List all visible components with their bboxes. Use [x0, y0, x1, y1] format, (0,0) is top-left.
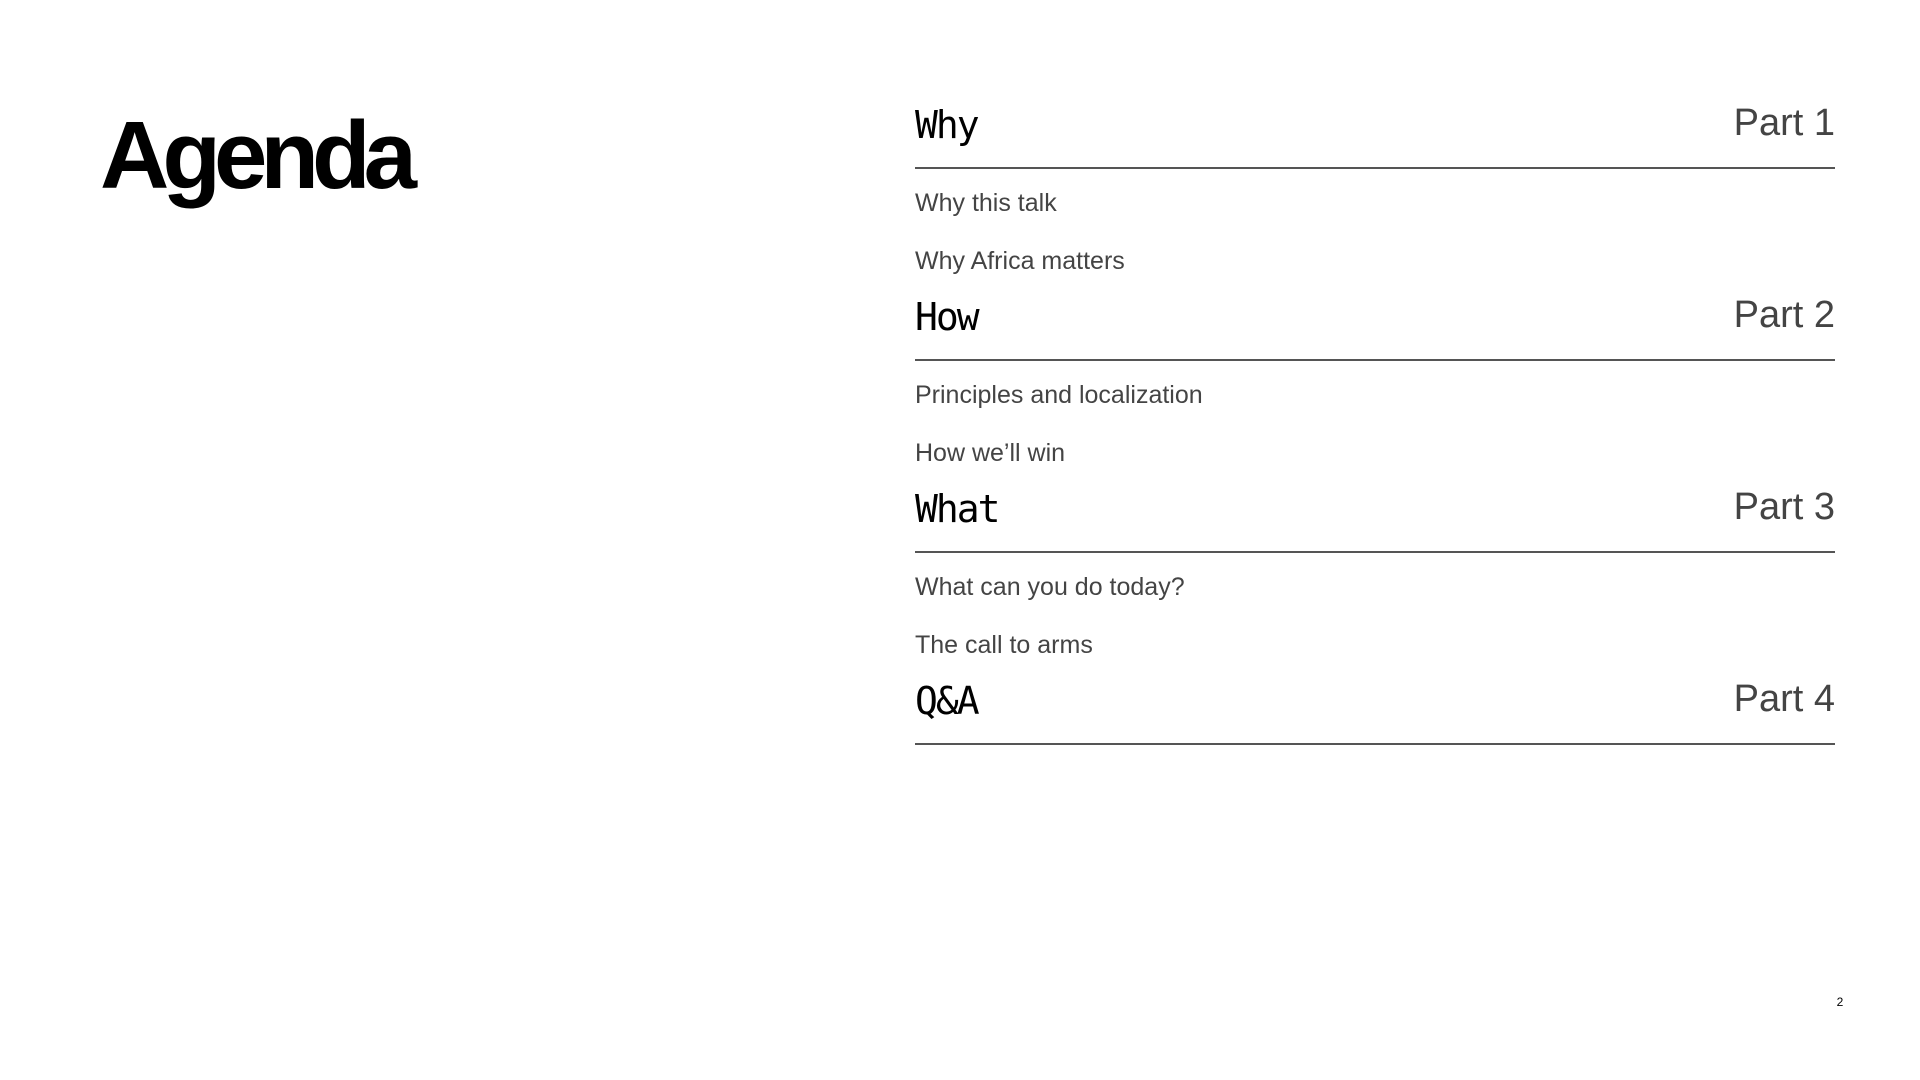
agenda-list: [915, 94, 1835, 745]
section-header: [915, 670, 1835, 745]
section-items: [915, 169, 1835, 286]
section-part-label: Part 2: [1733, 294, 1835, 336]
section-part-label: Part 3: [1733, 486, 1835, 528]
agenda-item: The call to arms: [915, 631, 1093, 659]
agenda-item: What can you do today?: [915, 573, 1185, 601]
section-name: What: [915, 487, 999, 531]
section-items: [915, 553, 1835, 670]
section-part-label: Part 1: [1733, 102, 1835, 144]
section-header: [915, 286, 1835, 361]
section-header: [915, 94, 1835, 169]
agenda-section-why: [915, 94, 1835, 286]
page-number: 2: [1836, 995, 1844, 1009]
agenda-section-what: [915, 478, 1835, 670]
agenda-item: How we’ll win: [915, 439, 1066, 467]
agenda-item: Why Africa matters: [915, 247, 1125, 275]
agenda-section-how: [915, 286, 1835, 478]
agenda-item: Principles and localization: [915, 381, 1203, 409]
agenda-item: Why this talk: [915, 189, 1057, 217]
section-header: [915, 478, 1835, 553]
agenda-section-qa: [915, 670, 1835, 745]
section-name: Why: [915, 103, 978, 147]
slide-title: Agenda: [100, 102, 411, 209]
section-name: How: [915, 295, 978, 339]
section-part-label: Part 4: [1733, 678, 1835, 720]
section-items: [915, 361, 1835, 478]
section-name: Q&A: [915, 679, 978, 723]
